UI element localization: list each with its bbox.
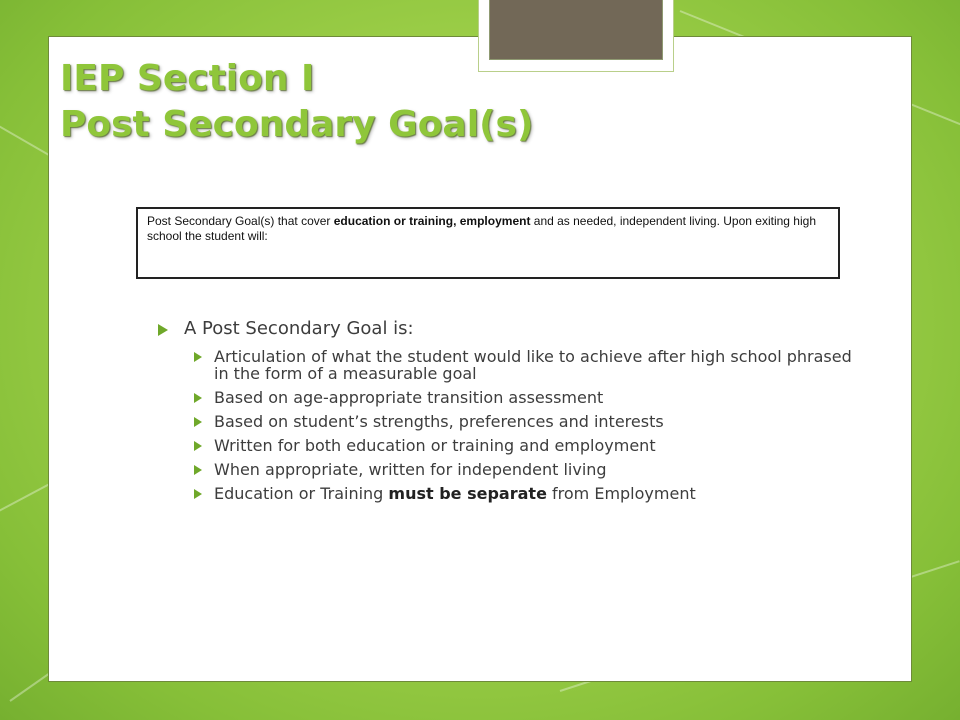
bullet-last-bold: must be separate xyxy=(388,484,547,503)
bullet-sub-item xyxy=(156,461,856,478)
bullet-main-text: A Post Secondary Goal is: xyxy=(184,318,414,339)
slide-title-line-2: Post Secondary Goal(s) xyxy=(60,104,534,145)
arrow-bullet-icon xyxy=(194,417,202,427)
form-text-bold: education or training, employment xyxy=(333,214,531,228)
arrow-bullet-icon xyxy=(158,324,168,336)
bullet-list xyxy=(156,318,856,509)
bullet-sub-item-last xyxy=(156,485,856,502)
bullet-sub-text: Based on age-appropriate transition assessment xyxy=(214,388,604,407)
bullet-sub-item xyxy=(156,348,856,382)
bullet-sub-item xyxy=(156,389,856,406)
iep-form-excerpt xyxy=(136,207,840,279)
bullet-last-after: from Employment xyxy=(546,484,696,503)
bullet-sub-text: Articulation of what the student would like to achieve after high school phrased in the form of a measurable goal xyxy=(214,347,852,383)
slide-title xyxy=(60,56,533,148)
bullet-main-item xyxy=(156,318,856,340)
bullet-sub-text: Written for both education or training and employment xyxy=(214,436,656,455)
bullet-sub-text: When appropriate, written for independent living xyxy=(214,460,607,479)
bullet-last-before: Education or Training xyxy=(214,484,389,503)
arrow-bullet-icon xyxy=(194,441,202,451)
arrow-bullet-icon xyxy=(194,352,202,362)
arrow-bullet-icon xyxy=(194,393,202,403)
bullet-sub-item xyxy=(156,413,856,430)
form-text-tail: and as needed, independent living. Upon exiting high school the student will: xyxy=(147,214,816,243)
arrow-bullet-icon xyxy=(194,489,202,499)
form-text-lead: Post Secondary Goal(s) that cover xyxy=(147,214,334,228)
slide-title-line-1: IEP Section I xyxy=(60,58,315,99)
bullet-sub-item xyxy=(156,437,856,454)
decorative-tab-fill xyxy=(489,0,663,60)
bullet-sub-text: Based on student’s strengths, preferences and interests xyxy=(214,412,664,431)
arrow-bullet-icon xyxy=(194,465,202,475)
